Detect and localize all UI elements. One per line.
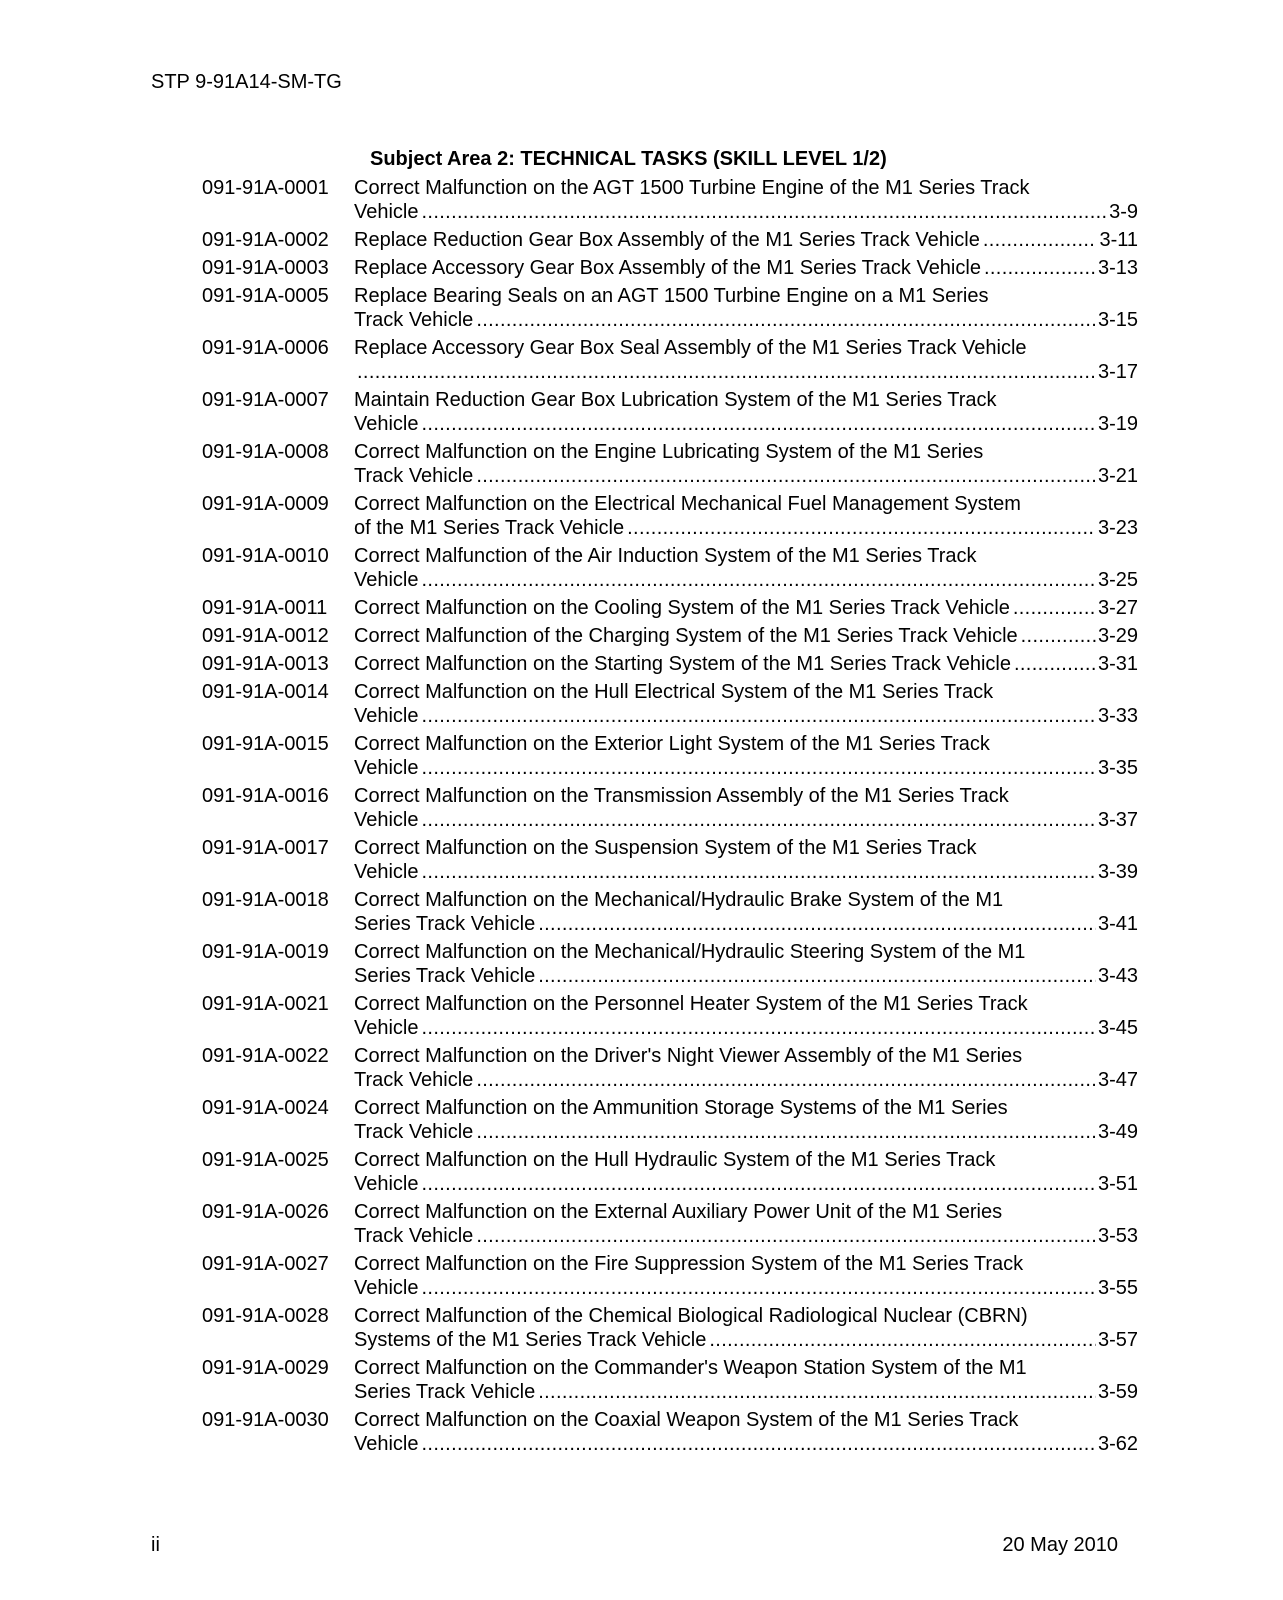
page-reference: 3-59 [1097,1381,1138,1403]
task-number: 091-91A-0021 [202,993,329,1015]
task-title [354,732,1138,780]
task-title-line: Correct Malfunction on the Starting System of the M1 Series Track Vehicle [354,653,1011,675]
table-of-contents [202,176,1138,1460]
task-title-line: Correct Malfunction on the Ammunition Storage Systems of the M1 Series [354,1097,1008,1119]
dot-leader [538,912,1096,936]
dot-leader [1021,624,1096,648]
toc-entry [202,1044,1138,1092]
page-reference: 3-15 [1097,309,1138,331]
task-title-last-line [354,912,1138,936]
task-title-line: Replace Accessory Gear Box Assembly of the M1 Series Track Vehicle [354,257,981,279]
task-title-last-line [354,1068,1138,1092]
section-title: Subject Area 2: TECHNICAL TASKS (SKILL LEVEL 1/2) [370,148,887,170]
task-title-last-line [354,860,1138,884]
page-reference: 3-33 [1097,705,1138,727]
task-title-line: Correct Malfunction on the Hull Hydraulic System of the M1 Series Track [354,1149,996,1171]
task-number: 091-91A-0030 [202,1409,329,1431]
page-reference: 3-43 [1097,965,1138,987]
task-title-last-line [354,1328,1138,1352]
page-reference: 3-21 [1097,465,1138,487]
task-title-line: Series Track Vehicle [354,1381,536,1403]
task-title-last-line [354,568,1138,592]
task-title [354,596,1138,620]
document-id-header: STP 9-91A14-SM-TG [151,71,342,93]
toc-entry [202,940,1138,988]
task-number: 091-91A-0019 [202,941,329,963]
task-title-line: Vehicle [354,1277,419,1299]
task-number: 091-91A-0016 [202,785,329,807]
task-title-line: Vehicle [354,705,419,727]
task-title-last-line [354,704,1138,728]
toc-entry [202,544,1138,592]
task-title-line: of the M1 Series Track Vehicle [354,517,625,539]
dot-leader [709,1328,1096,1352]
toc-entry [202,652,1138,676]
task-title-last-line [354,1276,1138,1300]
toc-entry [202,256,1138,280]
toc-entry [202,1408,1138,1456]
task-title [354,1356,1138,1404]
dot-leader [476,1224,1096,1248]
dot-leader [422,1276,1096,1300]
task-title-line: Vehicle [354,1173,419,1195]
task-title [354,1200,1138,1248]
dot-leader [422,1016,1096,1040]
task-title-line: Replace Reduction Gear Box Assembly of the M1 Series Track Vehicle [354,229,980,251]
toc-entry [202,176,1138,224]
task-number: 091-91A-0009 [202,493,329,515]
task-title-line: Correct Malfunction on the Cooling System of the M1 Series Track Vehicle [354,597,1010,619]
page-number: ii [151,1534,160,1556]
task-title-line: Correct Malfunction on the AGT 1500 Turbine Engine of the M1 Series Track [354,177,1030,199]
task-title-line: Correct Malfunction on the Fire Suppression System of the M1 Series Track [354,1253,1024,1275]
page-reference: 3-55 [1097,1277,1138,1299]
toc-entry [202,992,1138,1040]
page-reference: 3-13 [1097,257,1138,279]
task-number: 091-91A-0006 [202,337,329,359]
dot-leader [422,756,1096,780]
task-title-last-line [354,412,1138,436]
dot-leader [476,1068,1096,1092]
toc-entry [202,624,1138,648]
toc-entry [202,1356,1138,1404]
dot-leader [983,228,1098,252]
task-title-line: Correct Malfunction on the Personnel Heater System of the M1 Series Track [354,993,1028,1015]
task-title [354,544,1138,592]
task-title-line: Correct Malfunction of the Charging System of the M1 Series Track Vehicle [354,625,1018,647]
document-date: 20 May 2010 [1002,1534,1118,1556]
page-reference: 3-25 [1097,569,1138,591]
dot-leader [422,568,1096,592]
task-title-last-line [354,464,1138,488]
task-number: 091-91A-0018 [202,889,329,911]
task-title [354,492,1138,540]
task-title [354,176,1138,224]
task-title-last-line [354,624,1138,648]
task-number: 091-91A-0027 [202,1253,329,1275]
task-number: 091-91A-0029 [202,1357,329,1379]
task-title-line: Correct Malfunction on the Hull Electrical System of the M1 Series Track [354,681,994,703]
task-title [354,940,1138,988]
dot-leader [422,1432,1096,1456]
toc-entry [202,1096,1138,1144]
task-title [354,888,1138,936]
page-reference: 3-41 [1097,913,1138,935]
toc-entry [202,888,1138,936]
task-title-last-line [354,596,1138,620]
task-title [354,784,1138,832]
task-number: 091-91A-0013 [202,653,329,675]
toc-entry [202,440,1138,488]
task-title-line: Vehicle [354,757,419,779]
task-title-line: Replace Bearing Seals on an AGT 1500 Turbine Engine on a M1 Series [354,285,989,307]
task-title-line: Vehicle [354,1017,419,1039]
task-title-line: Vehicle [354,413,419,435]
task-number: 091-91A-0001 [202,177,329,199]
toc-entry [202,492,1138,540]
page-reference: 3-37 [1097,809,1138,831]
task-title-line: Correct Malfunction on the Suspension System of the M1 Series Track [354,837,977,859]
page-reference: 3-53 [1097,1225,1138,1247]
dot-leader [627,516,1096,540]
page-reference: 3-9 [1109,201,1138,223]
task-number: 091-91A-0024 [202,1097,329,1119]
dot-leader [1014,652,1096,676]
task-title-line: Correct Malfunction on the Electrical Mechanical Fuel Management System [354,493,1021,515]
task-title [354,836,1138,884]
toc-entry [202,284,1138,332]
task-title-last-line [354,756,1138,780]
dot-leader [476,464,1096,488]
dot-leader [422,412,1096,436]
task-number: 091-91A-0015 [202,733,329,755]
task-title-last-line [354,1224,1138,1248]
task-title-last-line [354,360,1138,384]
task-number: 091-91A-0005 [202,285,329,307]
dot-leader [984,256,1096,280]
task-title [354,336,1138,384]
toc-entry [202,836,1138,884]
page-reference: 3-35 [1097,757,1138,779]
task-title-line: Correct Malfunction on the Exterior Light System of the M1 Series Track [354,733,990,755]
task-title-line: Track Vehicle [354,1069,474,1091]
task-title-last-line [354,1172,1138,1196]
dot-leader [422,200,1108,224]
task-title-line: Vehicle [354,861,419,883]
task-title-line: Vehicle [354,201,419,223]
page-reference: 3-62 [1097,1433,1138,1455]
task-number: 091-91A-0026 [202,1201,329,1223]
dot-leader [1013,596,1096,620]
page-reference: 3-23 [1097,517,1138,539]
task-title-last-line [354,228,1138,252]
toc-entry [202,596,1138,620]
page-reference: 3-17 [1097,361,1138,383]
toc-entry [202,732,1138,780]
task-title-line: Track Vehicle [354,465,474,487]
task-title-last-line [354,1120,1138,1144]
page-reference: 3-39 [1097,861,1138,883]
task-title-line: Track Vehicle [354,1121,474,1143]
task-number: 091-91A-0012 [202,625,329,647]
task-title-line: Series Track Vehicle [354,913,536,935]
task-title [354,1148,1138,1196]
toc-entry [202,784,1138,832]
task-title-last-line [354,308,1138,332]
task-title [354,228,1138,252]
dot-leader [422,704,1096,728]
task-title-line: Correct Malfunction on the Transmission Assembly of the M1 Series Track [354,785,1009,807]
task-title-line: Correct Malfunction on the Engine Lubricating System of the M1 Series [354,441,984,463]
task-title [354,1304,1138,1352]
task-title-line: Systems of the M1 Series Track Vehicle [354,1329,707,1351]
task-number: 091-91A-0011 [202,597,328,619]
task-title-last-line [354,964,1138,988]
task-title-line: Correct Malfunction on the Commander's Weapon Station System of the M1 [354,1357,1027,1379]
page-reference: 3-31 [1097,653,1138,675]
dot-leader [538,1380,1096,1404]
page-reference: 3-29 [1097,625,1138,647]
page-reference: 3-19 [1097,413,1138,435]
task-title-line: Series Track Vehicle [354,965,536,987]
task-title-line: Correct Malfunction on the Mechanical/Hydraulic Brake System of the M1 [354,889,1004,911]
dot-leader [422,860,1096,884]
page-reference: 3-11 [1099,229,1138,251]
dot-leader [538,964,1096,988]
task-number: 091-91A-0002 [202,229,329,251]
task-title-line: Track Vehicle [354,1225,474,1247]
task-title-last-line [354,200,1138,224]
task-number: 091-91A-0017 [202,837,329,859]
task-title [354,652,1138,676]
task-title-line: Correct Malfunction of the Air Induction System of the M1 Series Track [354,545,977,567]
toc-entry [202,336,1138,384]
task-title [354,1096,1138,1144]
toc-entry [202,1200,1138,1248]
task-title-line: Track Vehicle [354,309,474,331]
task-title-line: Replace Accessory Gear Box Seal Assembly of the M1 Series Track Vehicle [354,337,1027,359]
task-title-line: Correct Malfunction of the Chemical Biological Radiological Nuclear (CBRN) [354,1305,1028,1327]
toc-entry [202,1148,1138,1196]
toc-entry [202,680,1138,728]
task-number: 091-91A-0028 [202,1305,329,1327]
task-title-last-line [354,1432,1138,1456]
task-number: 091-91A-0014 [202,681,329,703]
task-number: 091-91A-0007 [202,389,329,411]
task-title-line: Correct Malfunction on the External Auxiliary Power Unit of the M1 Series [354,1201,1003,1223]
toc-entry [202,1252,1138,1300]
task-title-last-line [354,652,1138,676]
task-title-line: Correct Malfunction on the Mechanical/Hydraulic Steering System of the M1 [354,941,1026,963]
toc-entry [202,228,1138,252]
task-title [354,1044,1138,1092]
page-reference: 3-51 [1097,1173,1138,1195]
task-number: 091-91A-0003 [202,257,329,279]
task-number: 091-91A-0008 [202,441,329,463]
task-number: 091-91A-0025 [202,1149,329,1171]
task-title [354,992,1138,1040]
toc-entry [202,1304,1138,1352]
task-title-last-line [354,516,1138,540]
dot-leader [476,1120,1096,1144]
toc-entry [202,388,1138,436]
dot-leader [422,808,1096,832]
task-title-last-line [354,1016,1138,1040]
task-title-line: Correct Malfunction on the Driver's Night Viewer Assembly of the M1 Series [354,1045,1023,1067]
task-title-last-line [354,1380,1138,1404]
page-reference: 3-45 [1097,1017,1138,1039]
task-title-line: Vehicle [354,1433,419,1455]
task-title [354,440,1138,488]
task-title-line: Vehicle [354,569,419,591]
task-title-line: Vehicle [354,809,419,831]
page-reference: 3-57 [1097,1329,1138,1351]
task-number: 091-91A-0010 [202,545,329,567]
page-reference: 3-49 [1097,1121,1138,1143]
task-title [354,1408,1138,1456]
page-reference: 3-27 [1097,597,1138,619]
dot-leader [476,308,1096,332]
task-title [354,256,1138,280]
dot-leader [422,1172,1096,1196]
task-number: 091-91A-0022 [202,1045,329,1067]
dot-leader [357,360,1096,384]
task-title [354,624,1138,648]
page-reference: 3-47 [1097,1069,1138,1091]
task-title-last-line [354,256,1138,280]
task-title [354,388,1138,436]
task-title [354,1252,1138,1300]
task-title [354,284,1138,332]
task-title-last-line [354,808,1138,832]
task-title-line: Maintain Reduction Gear Box Lubrication System of the M1 Series Track [354,389,997,411]
task-title [354,680,1138,728]
task-title-line: Correct Malfunction on the Coaxial Weapon System of the M1 Series Track [354,1409,1019,1431]
